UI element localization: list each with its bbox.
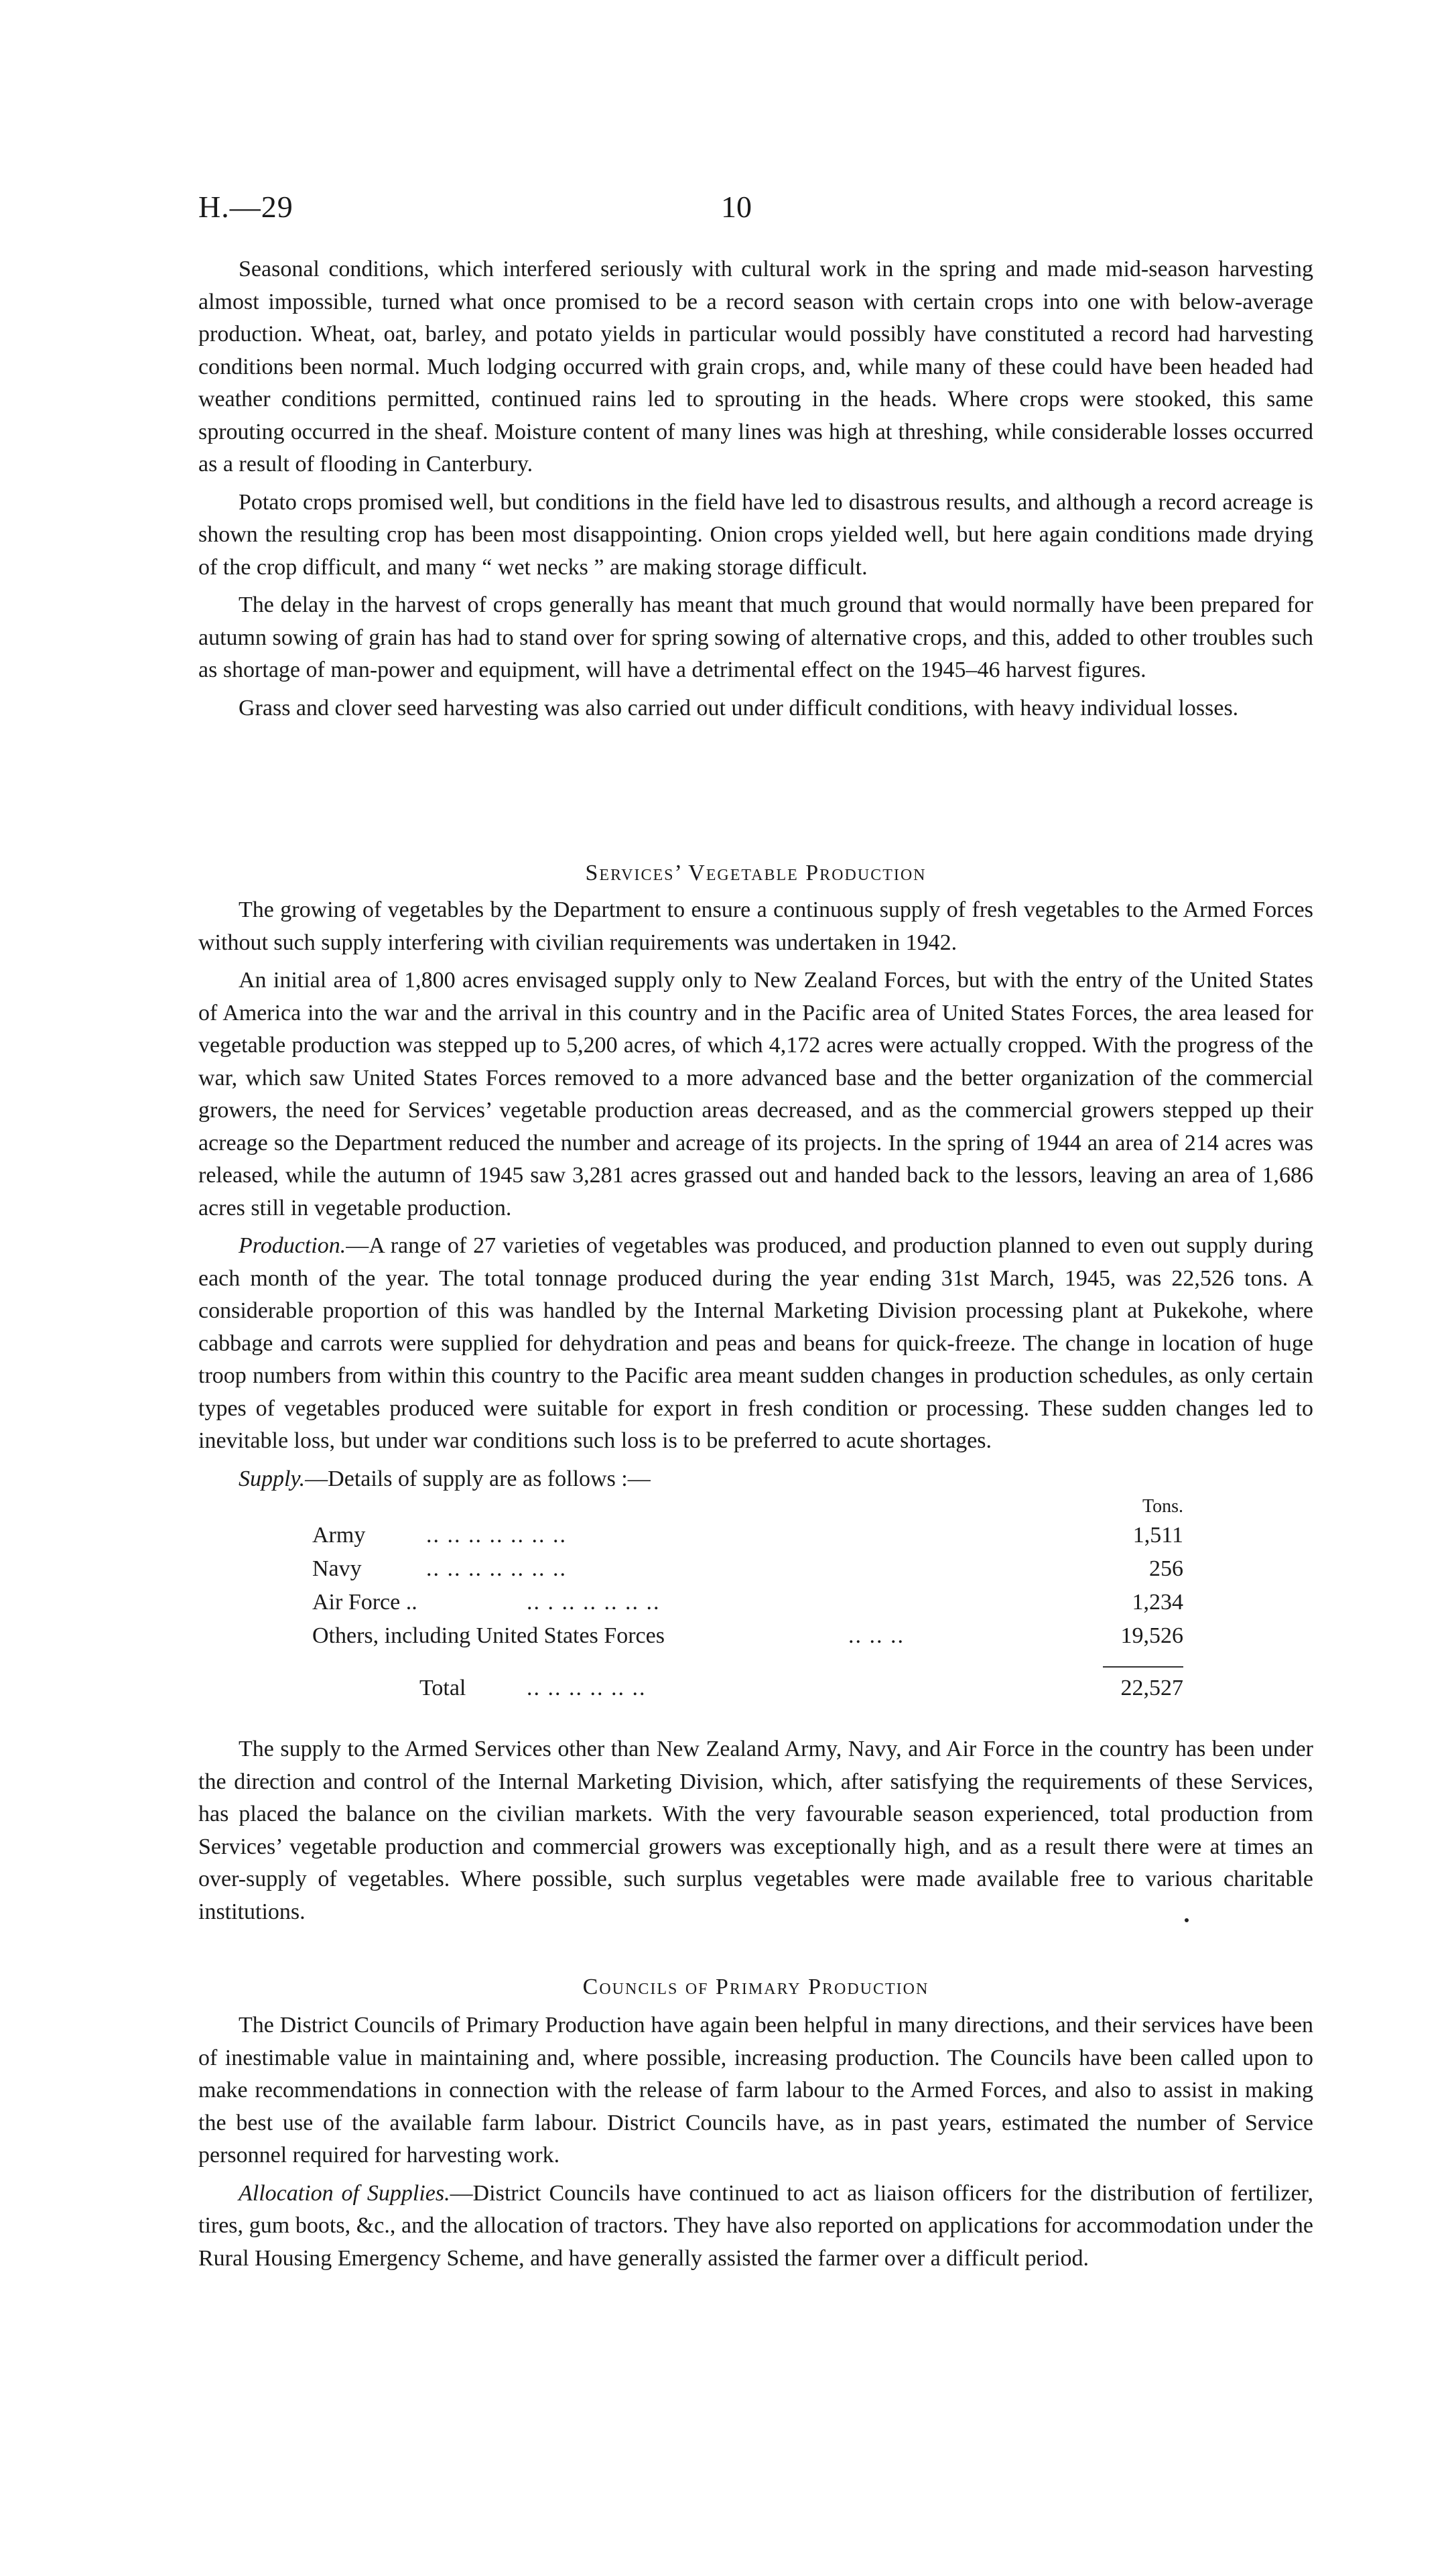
supply-row-label: Air Force .. [312, 1590, 417, 1615]
leader-dots: .. . .. .. .. .. .. [527, 1590, 661, 1615]
section-heading-councils-primary-production: Councils of Primary Production [582, 1975, 929, 1999]
intro-text-block [198, 253, 1313, 725]
intro-paragraph-4: Grass and clover seed harvesting was also carried out under difficult conditions, with heavy individual losses. [239, 695, 1239, 721]
supply-row-label: Army [312, 1523, 366, 1548]
supply-text: —Details of supply are as follows :— [305, 1466, 651, 1491]
intro-paragraph-3: The delay in the harvest of crops generally has meant that much ground that would normally have been prepared for autumn sowing of grain has had to stand over for spring sowing of alternative crops, and this, added to other troubles such as shortage of man-power and equipment, will have a detrimental effect on the 1945–46 harvest figures. [198, 592, 1313, 682]
supply-table [312, 1496, 1183, 1709]
supply-row-value: 1,234 [1132, 1590, 1183, 1615]
services-paragraph-1: The growing of vegetables by the Department to ensure a continuous supply of fresh vegetables to the Armed Forces without such supply interfering with civilian requirements was undertaken in 1942. [198, 897, 1313, 955]
services-text-block [198, 894, 1313, 1495]
stray-mark [1185, 1918, 1189, 1922]
councils-paragraph-1: The District Councils of Primary Production have again been helpful in many directions, and their services have been of inestimable value in maintaining and, where possible, increasing production. The Councils have been called upon to make recommendations in connection with the release of farm labour to the Armed Forces, and also to assist in making the best use of the available farm labour. District Councils have, as in past years, estimated the number of Service personnel required for harvesting work. [198, 2013, 1313, 2168]
supply-row-value: 19,526 [1120, 1623, 1183, 1648]
services-after-table-paragraph: The supply to the Armed Services other than New Zealand Army, Navy, and Air Force in the country has been under the direction and control of the Internal Marketing Division, which, after satisfying the requirements of these Services, has placed the balance on the civilian markets. With the very favourable season experienced, total production from Services’ vegetable production and commercial growers was exceptionally high, and as a result there were at times an over-supply of vegetables. Where possible, such surplus vegetables were made available free to various charitable institutions. [198, 1737, 1313, 1924]
supply-total-rule-wrap [312, 1657, 1183, 1676]
leader-dots: .. .. .. [848, 1623, 905, 1648]
services-paragraph-2: An initial area of 1,800 acres envisaged supply only to New Zealand Forces, but with the entry of the United States of America into the war and the arrival in this country and in the Pacific area of United States Forces, the area leased for vegetable production was stepped up to 5,200 acres, of which 4,172 acres were actually cropped. With the progress of the war, which saw United States Forces removed to a more advanced base and the better organization of the commercial growers, the need for Services’ vegetable production areas decreased, and as the commercial growers stepped up their acreage so the Department reduced the number and acreage of its projects. In the spring of 1944 an area of 214 acres was released, while the autumn of 1945 saw 3,281 acres grassed out and handed back to the lessors, leaving an area of 1,686 acres still in vegetable production. [198, 968, 1313, 1221]
production-paragraph [198, 1230, 1313, 1458]
supply-row-navy [312, 1556, 1183, 1590]
supply-unit-label: Tons. [1142, 1496, 1183, 1517]
supply-total-label: Total [419, 1676, 466, 1700]
production-text: —A range of 27 varieties of vegetables was produced, and production planned to even out supply during each month of the year. The total tonnage produced during the year ending 31st March, 1945, was 22,526 tons. A considerable proportion of this was handled by the Internal Marketing Division processing plant at Pukekohe, where cabbage and carrots were supplied for dehydration and peas and beans for quick-freeze. The change in location of huge troop numbers from within this country to the Pacific area meant sudden changes in production schedules, as only certain types of vegetables produced were suitable for export in fresh condition or processing. These sudden changes led to inevitable loss, but under war conditions such loss is to be preferred to acute shortages. [198, 1233, 1313, 1453]
supply-row-air-force [312, 1590, 1183, 1623]
supply-row-label: Others, including United States Forces [312, 1623, 665, 1648]
supply-row-value: 1,511 [1132, 1523, 1183, 1548]
supply-row-others [312, 1623, 1183, 1657]
leader-dots: .. .. .. .. .. .. .. [426, 1556, 567, 1581]
total-rule [1103, 1666, 1183, 1668]
intro-paragraph-1: Seasonal conditions, which interfered seriously with cultural work in the spring and made mid-season harvesting almost impossible, turned what once promised to be a record season with certain crops into one with below-average production. Wheat, oat, barley, and potato yields in particular would possibly have constituted a record had harvesting conditions been normal. Much lodging occurred with grain crops, and, while many of these could have been headed had weather conditions permitted, continued rains led to sprouting in the heads. Where crops were stooked, this same sprouting occurred in the sheaf. Moisture content of many lines was high at threshing, while considerable losses occurred as a result of flooding in Canterbury. [198, 257, 1313, 477]
allocation-paragraph [198, 2178, 1313, 2275]
supply-total-value: 22,527 [1120, 1676, 1183, 1700]
page-number: 10 [721, 190, 752, 224]
leader-dots: .. .. .. .. .. .. [527, 1676, 647, 1700]
councils-text-block [198, 2009, 1313, 2275]
allocation-lead: Allocation of Supplies. [239, 2180, 450, 2206]
intro-paragraph-2: Potato crops promised well, but conditions in the field have led to disastrous results, and although a record acreage is shown the resulting crop has been most disappointing. Onion crops yielded well, but here again conditions made drying of the crop difficult, and many “ wet necks ” are making storage difficult. [198, 489, 1313, 580]
document-reference: H.—29 [198, 190, 293, 224]
supply-table-unit-row [312, 1496, 1183, 1523]
supply-lead: Supply. [239, 1466, 306, 1491]
supply-intro-paragraph [198, 1463, 1313, 1496]
section-heading-services-vegetable-production: Services’ Vegetable Production [585, 861, 927, 885]
supply-row-value: 256 [1149, 1556, 1183, 1581]
supply-row-army [312, 1523, 1183, 1556]
supply-row-label: Navy [312, 1556, 362, 1581]
supply-row-total [312, 1676, 1183, 1709]
allocation-text: —District Councils have continued to act as liaison officers for the distribution of fertilizer, tires, gum boots, &c., and the allocation of tractors. They have also reported on applications for accommodation under the Rural Housing Emergency Scheme, and have generally assisted the farmer over a difficult period. [198, 2180, 1313, 2271]
services-after-table-block [198, 1733, 1313, 1928]
leader-dots: .. .. .. .. .. .. .. [426, 1523, 567, 1548]
production-lead: Production. [239, 1233, 346, 1258]
